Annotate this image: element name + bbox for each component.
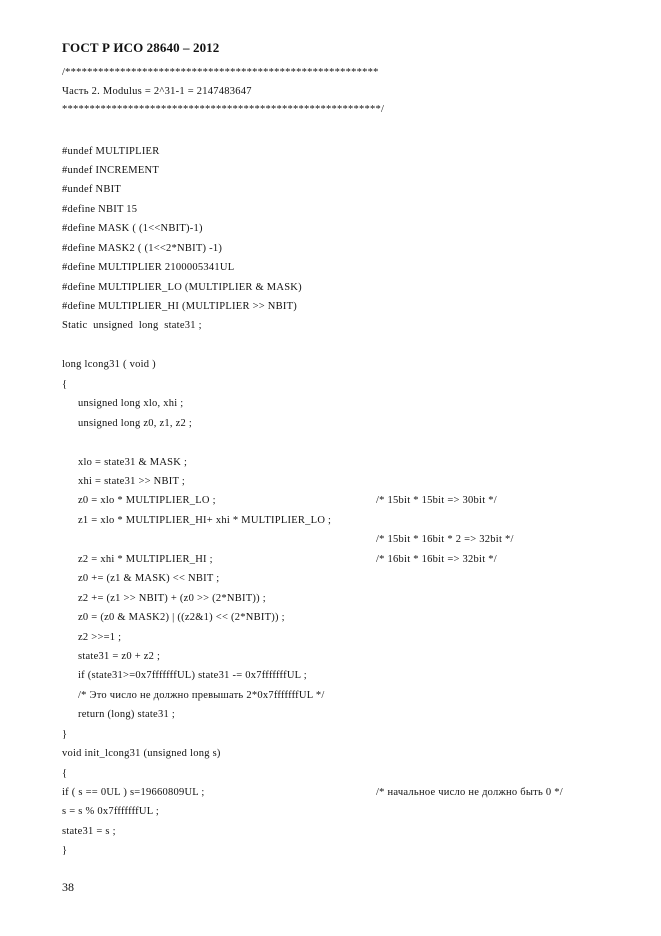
code-line: z2 = xhi * MULTIPLIER_HI ; (78, 554, 213, 565)
code-line: xhi = state31 >> NBIT ; (78, 476, 186, 487)
code-line: z0 += (z1 & MASK) << NBIT ; (78, 573, 220, 584)
code-line: #define MULTIPLIER 2100005341UL (62, 262, 235, 273)
code-line: unsigned long xlo, xhi ; (78, 398, 184, 409)
code-line: xlo = state31 & MASK ; (78, 457, 188, 468)
code-line: z0 = xlo * MULTIPLIER_LO ; (78, 495, 216, 506)
code-line: } (62, 845, 68, 856)
code-line: state31 = s ; (62, 826, 116, 837)
code-line: unsigned long z0, z1, z2 ; (78, 418, 193, 429)
code-comment: /* начальное число не должно быть 0 */ (376, 787, 563, 798)
code-comment: /* 16bit * 16bit => 32bit */ (376, 554, 497, 565)
code-line: /********************************************************* (62, 67, 379, 78)
code-line: Static unsigned long state31 ; (62, 320, 202, 331)
code-line: { (62, 379, 68, 390)
code-line: #define MULTIPLIER_LO (MULTIPLIER & MASK) (62, 282, 302, 293)
code-line: z1 = xlo * MULTIPLIER_HI+ xhi * MULTIPLIER_LO ; (78, 515, 332, 526)
code-line: if ( s == 0UL ) s=19660809UL ; (62, 787, 205, 798)
code-line: **********************************************************/ (62, 104, 385, 115)
code-line: #define MULTIPLIER_HI (MULTIPLIER >> NBIT) (62, 301, 298, 312)
code-line: #define NBIT 15 (62, 204, 138, 215)
code-line: #undef MULTIPLIER (62, 146, 160, 157)
code-line: long lcong31 ( void ) (62, 359, 156, 370)
code-line: #define MASK2 ( (1<<2*NBIT) -1) (62, 243, 223, 254)
code-line: void init_lcong31 (unsigned long s) (62, 748, 221, 759)
page-number: 38 (62, 880, 74, 894)
code-line: if (state31>=0x7fffffffUL) state31 -= 0x7fffffffUL ; (78, 670, 307, 681)
code-comment: /* 15bit * 16bit * 2 => 32bit */ (376, 534, 514, 545)
code-line: state31 = z0 + z2 ; (78, 651, 161, 662)
code-line: #undef INCREMENT (62, 165, 160, 176)
code-line: } (62, 729, 68, 740)
code-comment: /* 15bit * 15bit => 30bit */ (376, 495, 497, 506)
code-line: z2 >>=1 ; (78, 632, 122, 643)
code-line: s = s % 0x7fffffffUL ; (62, 806, 160, 817)
code-line: z0 = (z0 & MASK2) | ((z2&1) << (2*NBIT)) ; (78, 612, 285, 623)
code-line: z2 += (z1 >> NBIT) + (z0 >> (2*NBIT)) ; (78, 593, 266, 604)
code-line: { (62, 768, 68, 779)
code-line: Часть 2. Modulus = 2^31-1 = 2147483647 (62, 86, 252, 97)
document-header: ГОСТ Р ИСО 28640 – 2012 (62, 40, 220, 55)
code-line: #define MASK ( (1<<NBIT)-1) (62, 223, 203, 234)
code-line: #undef NBIT (62, 184, 122, 195)
code-line: /* Это число не должно превышать 2*0x7fffffffUL */ (78, 690, 325, 701)
code-line: return (long) state31 ; (78, 709, 176, 720)
